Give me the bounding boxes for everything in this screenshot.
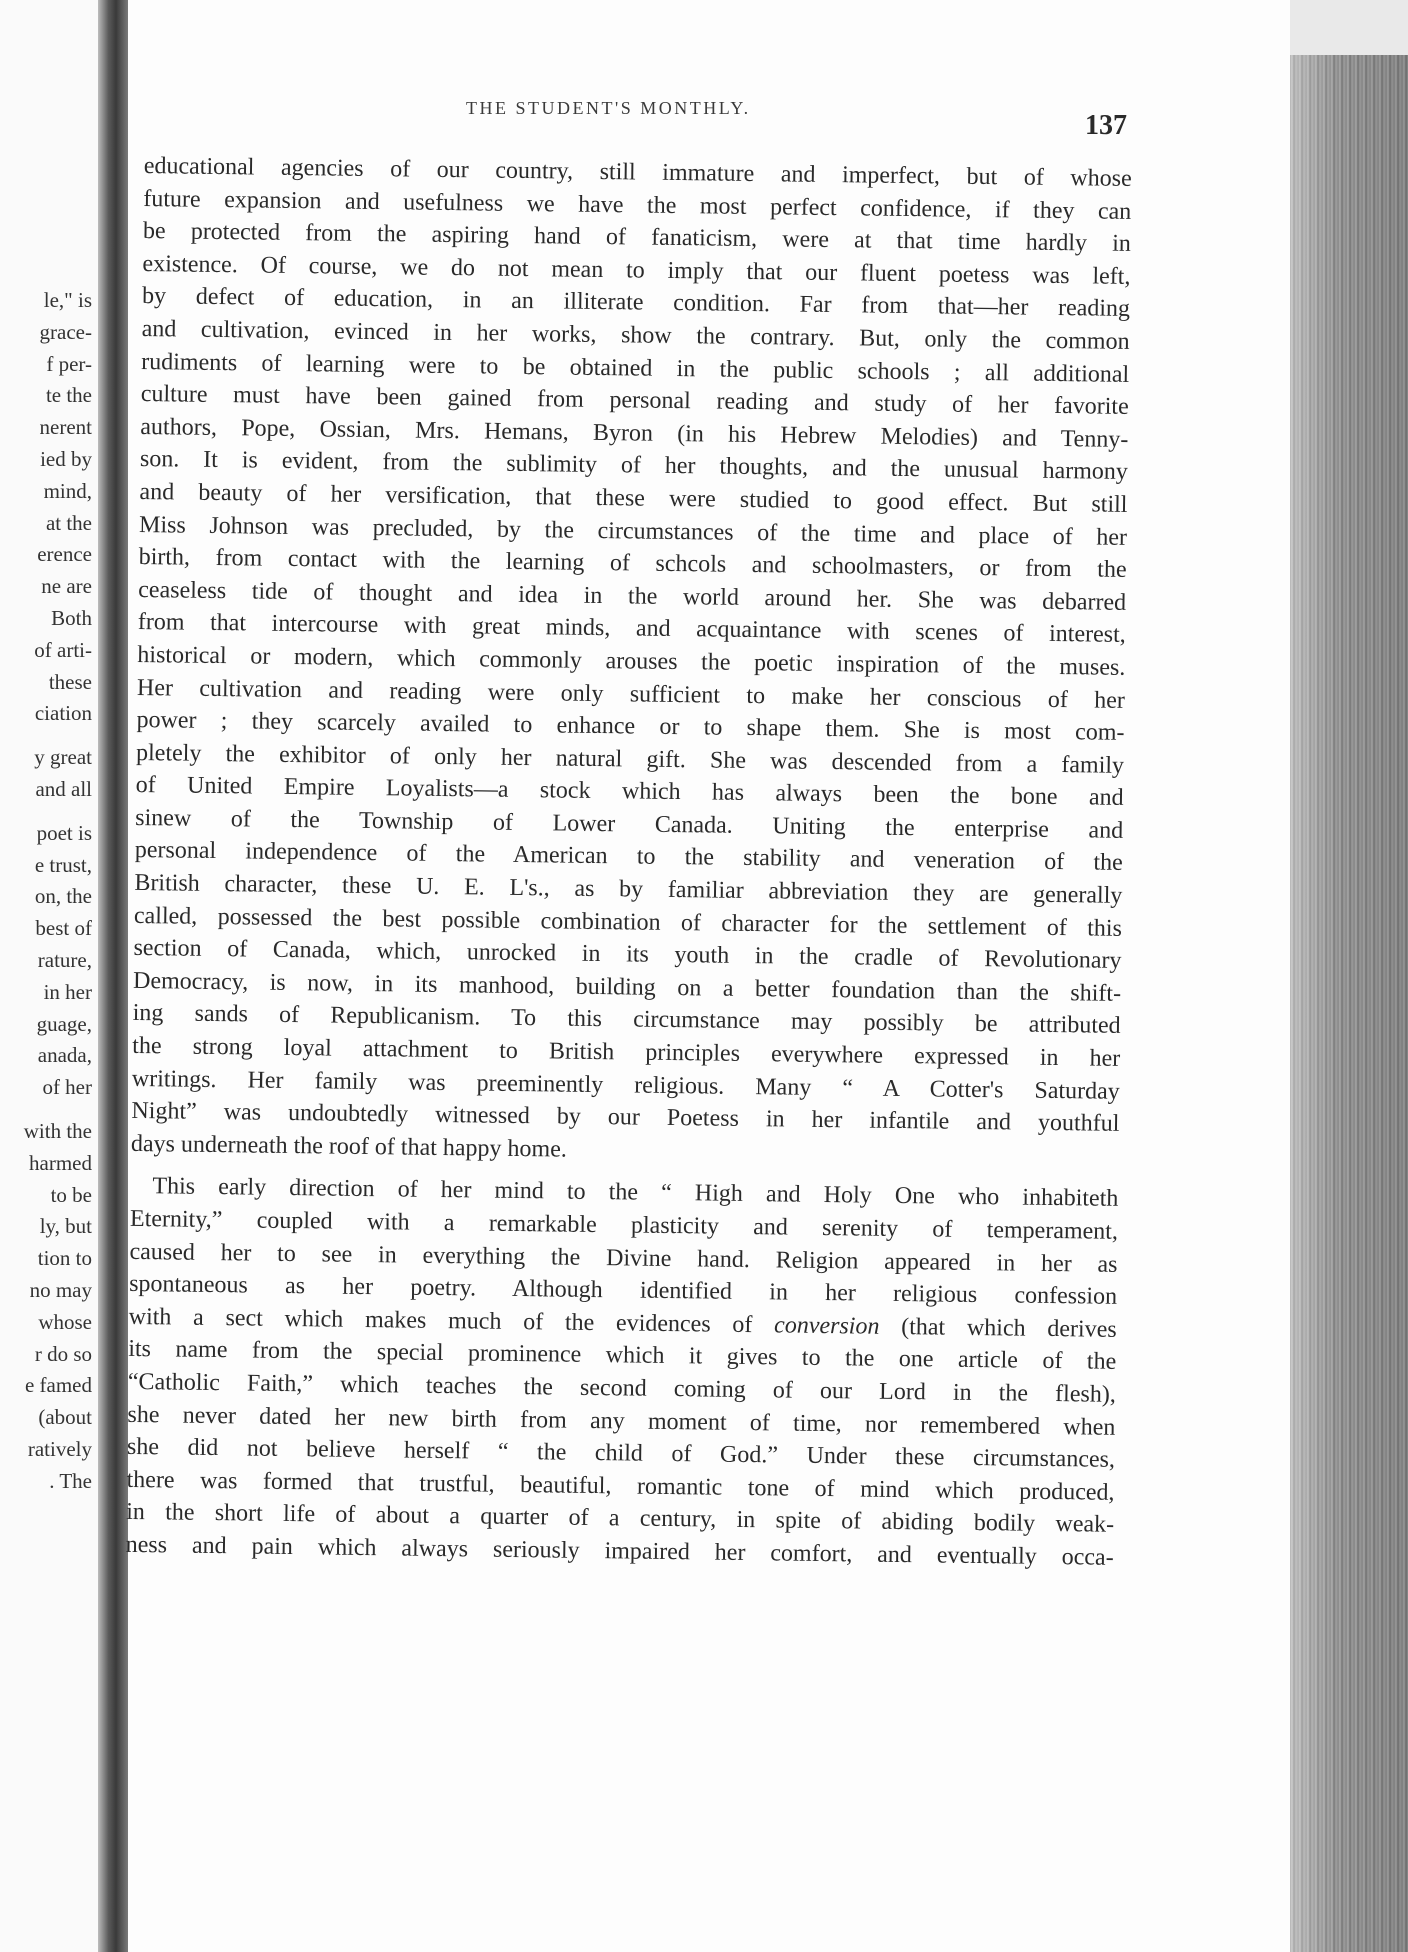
text-line: she never dated her new birth from any moment of time, nor remembered when [127,1401,1116,1441]
previous-page-fragment [24,1104,92,1116]
text-line: pletely the exhibitor of only her natural gift. She was descended from a family [135,739,1125,779]
previous-page-fragment: e famed [24,1373,92,1398]
previous-page-fragment: best of [35,916,92,941]
previous-page-fragment: erence [37,542,92,567]
previous-page-text-fragments [24,285,92,1497]
text-line: section of Canada, which, unrocked in its youth in the cradle of Revolutionary [133,935,1122,975]
previous-page-fragment: f per- [46,351,92,376]
text-line: in the short life of about a quarter of a century, in spite of abiding bodily weak- [125,1499,1115,1539]
previous-page-fragment: . The [49,1468,92,1493]
previous-page-fragment: on, the [34,884,92,909]
previous-page-fragment: no may [29,1277,92,1302]
text-line: rudiments of learning were to be obtained in the public schools ; all additional [141,348,1130,388]
previous-page-fragment: ratively [27,1436,92,1461]
text-line: caused her to see in everything the Divine hand. Religion appeared in her as [129,1238,1118,1278]
previous-page-fragment: of arti- [34,637,92,662]
text-line: Eternity,” coupled with a remarkable plasticity and serenity of temperament, [129,1205,1119,1245]
previous-page-fragment: anada, [37,1043,92,1068]
text-line: ceaseless tide of thought and idea in the world around her. She was debarred [138,576,1127,616]
previous-page-fragment: whose [38,1309,92,1334]
text-line: son. It is evident, from the sublimity of her thoughts, and the unusual harmony [139,446,1129,486]
previous-page-fragment: grace- [39,319,92,344]
paragraph-1 [131,150,1132,1173]
text-line: birth, from contact with the learning of schcols and schoolmasters, or from the [138,544,1127,584]
previous-page-fragment: in her [43,979,92,1004]
text-line: personal independence of the American to the stability and veneration of the [134,837,1123,877]
text-line: she did not believe herself “ the child of God.” Under these circumstances, [126,1434,1116,1473]
paragraph-2 [126,1170,1119,1574]
previous-page-fragment: at the [45,510,92,535]
text-line: writings. Her family was preeminently religious. Many “ A Cotter's Saturday [131,1065,1120,1105]
book-gutter [98,0,128,1952]
text-line: ness and pain which always seriously impaired her comfort, and eventually occa- [125,1531,1114,1571]
previous-page-fragment: harmed [29,1150,92,1175]
previous-page-fragment: tion to [37,1246,92,1271]
text-line: of United Empire Loyalists—a stock which has always been the bone and [135,772,1124,812]
text-line: the strong loyal attachment to British principles everywhere expressed in her [132,1032,1121,1072]
text-line: Democracy, is now, in its manhood, building on a better foundation than the shift- [132,967,1122,1007]
text-line: future expansion and usefulness we have the most perfect confidence, if they can [143,185,1132,225]
previous-page-fragment: to be [50,1182,92,1207]
running-head: THE STUDENT'S MONTHLY. [466,98,751,118]
page-number: 137 [1085,110,1127,141]
text-line: be protected from the aspiring hand of fanaticism, were at that time hardly in [142,218,1132,258]
text-run: with a sect which makes much of the evidences of [128,1303,775,1339]
text-line: historical or modern, which commonly arouses the poetic inspiration of the muses. [137,641,1126,681]
text-line: “Catholic Faith,” which teaches the second coming of our Lord in the flesh), [127,1368,1116,1408]
text-line: there was formed that trustful, beautiful, romantic tone of mind which produced, [126,1466,1115,1506]
previous-page-fragment: ly, but [39,1214,92,1239]
previous-page-fragment [24,730,92,742]
previous-page-fragment: le," is [43,288,92,312]
previous-page-fragment: ciation [34,701,92,726]
text-line: by defect of education, in an illiterate condition. Far from that—her reading [141,283,1131,323]
text-line: Her cultivation and reading were only sufficient to make her conscious of her [136,674,1126,714]
previous-page-fragment: guage, [36,1011,92,1036]
text-line: Miss Johnson was precluded, by the circumstances of the time and place of her [138,511,1128,551]
text-run: (that which derives [879,1313,1117,1343]
previous-page-fragment: Both [51,605,92,630]
body-text [126,150,1132,1574]
previous-page-fragment: these [48,669,92,694]
previous-page-fragment: ied by [40,446,92,471]
previous-page-fragment: with the [23,1118,92,1143]
previous-page-fragment: ne are [41,574,92,599]
text-line: its name from the special prominence which it gives to the one article of the [128,1336,1117,1376]
previous-page-fragment: te the [45,383,92,408]
previous-page-fragment: poet is [36,820,92,845]
text-line: from that intercourse with great minds, and acquaintance with scenes of interest, [137,609,1126,649]
text-line: This early direction of her mind to the “ High and Holy One who inhabiteth [152,1173,1119,1213]
italic-word: conversion [773,1312,880,1340]
previous-page-fragment: e trust, [34,852,92,877]
previous-page-fragment: rature, [37,947,92,972]
previous-page-fragment: nerent [39,415,92,440]
text-line: power ; they scarcely availed to enhance or to shape them. She is most com- [136,707,1125,746]
text-line: educational agencies of our country, still immature and imperfect, but of whose [143,152,1132,192]
stacked-page-edges [1290,55,1408,1952]
text-line: authors, Pope, Ossian, Mrs. Hemans, Byron (in his Hebrew Melodies) and Tenny- [140,413,1129,453]
text-line: existence. Of course, we do not mean to imply that our fluent poetess was left, [142,250,1131,290]
text-line: culture must have been gained from personal reading and study of her favorite [140,381,1129,421]
text-line: and cultivation, evinced in her works, show the contrary. But, only the common [141,315,1130,355]
previous-page-fragment: (about [38,1405,92,1430]
text-line: days underneath the roof of that happy home. [130,1130,567,1163]
text-line: Night” was undoubtedly witnessed by our Poetess in her infantile and youthful [131,1098,1120,1138]
previous-page-fragment: r do so [34,1341,92,1366]
text-line: British character, these U. E. L's., as by familiar abbreviation they are generally [134,870,1123,909]
previous-page-fragment: and all [35,776,92,801]
previous-page-edge [0,0,98,1952]
previous-page-fragment: of her [42,1075,92,1100]
text-line: sinew of the Township of Lower Canada. Uniting the enterprise and [135,804,1124,844]
text-line: and beauty of her versification, that these were studied to good effect. But still [139,478,1128,518]
text-line: spontaneous as her poetry. Although identified in her religious confession [128,1271,1118,1311]
previous-page-fragment: y great [34,745,92,770]
text-line: called, possessed the best possible combination of character for the settlement of this [133,902,1123,942]
text-line: ing sands of Republicanism. To this circumstance may possibly be attributed [132,1000,1121,1040]
page-edge-top [1290,0,1408,55]
previous-page-fragment: mind, [43,478,92,503]
previous-page-fragment [24,806,92,818]
